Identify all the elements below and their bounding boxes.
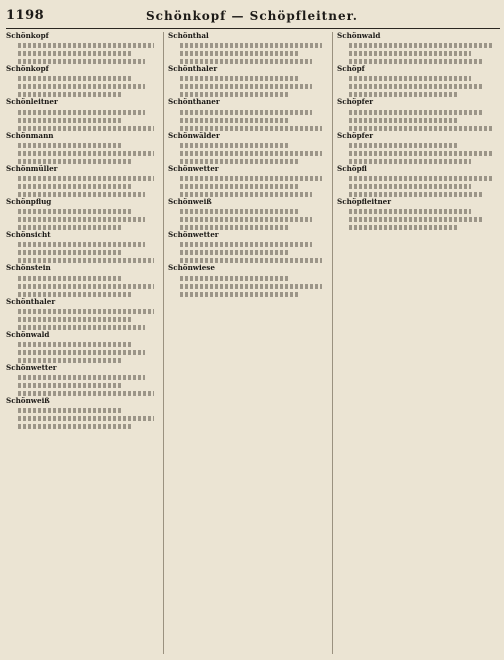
directory-entry xyxy=(337,165,500,197)
illegible-text-line xyxy=(180,225,288,230)
entry-name: Schöpfer xyxy=(337,97,374,107)
entry-name: Schönmann xyxy=(6,130,54,140)
column-3 xyxy=(337,32,500,654)
illegible-text-line xyxy=(180,192,312,197)
entry-name: Schönwetter xyxy=(6,363,57,373)
illegible-text-line xyxy=(18,416,154,421)
illegible-text-line xyxy=(349,118,459,123)
entry-name: Schönkopf xyxy=(6,64,49,74)
illegible-text-line xyxy=(180,176,322,181)
illegible-text-line xyxy=(349,76,471,81)
illegible-text-line xyxy=(18,159,133,164)
entry-name: Schönpflug xyxy=(6,197,52,207)
entry-name: Schönwiese xyxy=(168,263,215,273)
illegible-text-line xyxy=(18,250,122,255)
directory-entry xyxy=(337,198,500,230)
illegible-text-line xyxy=(349,126,493,131)
illegible-text-line xyxy=(349,159,471,164)
illegible-text-line xyxy=(349,92,459,97)
illegible-text-line xyxy=(18,217,145,222)
illegible-text-line xyxy=(18,143,122,148)
directory-entry xyxy=(168,98,328,130)
illegible-text-line xyxy=(349,192,484,197)
illegible-text-line xyxy=(180,159,300,164)
entry-name: Schönkopf xyxy=(6,32,49,40)
entry-name: Schönleitner xyxy=(6,97,58,107)
illegible-text-line xyxy=(18,184,133,189)
illegible-text-line xyxy=(18,342,133,347)
illegible-text-line xyxy=(18,325,145,330)
illegible-text-line xyxy=(180,84,312,89)
illegible-text-line xyxy=(18,84,145,89)
entry-name: Schönthaner xyxy=(168,97,220,107)
illegible-text-line xyxy=(349,43,493,48)
directory-entry xyxy=(6,98,160,130)
directory-entry xyxy=(168,65,328,97)
entry-name: Schönstein xyxy=(6,263,51,273)
directory-entry xyxy=(337,98,500,130)
column-2 xyxy=(168,32,328,654)
illegible-text-line xyxy=(18,424,133,429)
directory-entry xyxy=(6,165,160,197)
directory-entry xyxy=(6,32,160,64)
illegible-text-line xyxy=(180,276,288,281)
directory-entry xyxy=(6,198,160,230)
directory-entry xyxy=(168,165,328,197)
illegible-text-line xyxy=(180,217,312,222)
illegible-text-line xyxy=(180,242,312,247)
illegible-text-line xyxy=(349,143,459,148)
header-rule xyxy=(6,28,500,29)
illegible-text-line xyxy=(349,151,493,156)
illegible-text-line xyxy=(180,143,288,148)
illegible-text-line xyxy=(180,209,300,214)
illegible-text-line xyxy=(18,110,145,115)
directory-entry xyxy=(6,397,160,429)
illegible-text-line xyxy=(18,225,122,230)
page-number: 1198 xyxy=(6,8,45,23)
entry-name: Schönthaler xyxy=(168,64,218,74)
entry-name: Schönwetter xyxy=(168,230,219,240)
directory-entry xyxy=(6,331,160,363)
directory-entry xyxy=(6,65,160,97)
illegible-text-line xyxy=(349,84,484,89)
illegible-text-line xyxy=(180,292,300,297)
illegible-text-line xyxy=(18,176,154,181)
illegible-text-line xyxy=(180,92,288,97)
directory-entry xyxy=(6,364,160,396)
illegible-text-line xyxy=(18,383,122,388)
illegible-text-line xyxy=(18,309,154,314)
illegible-text-line xyxy=(18,118,122,123)
illegible-text-line xyxy=(180,110,312,115)
illegible-text-line xyxy=(18,126,154,131)
illegible-text-line xyxy=(18,192,145,197)
illegible-text-line xyxy=(18,151,154,156)
illegible-text-line xyxy=(180,151,322,156)
illegible-text-line xyxy=(349,209,471,214)
entry-name: Schönwald xyxy=(6,329,50,339)
illegible-text-line xyxy=(180,43,322,48)
illegible-text-line xyxy=(18,358,122,363)
running-head: Schönkopf — Schöpfleitner. xyxy=(146,9,358,23)
entry-name: Schöpfl xyxy=(337,163,367,173)
directory-entry xyxy=(6,264,160,296)
directory-entry xyxy=(6,231,160,263)
illegible-text-line xyxy=(180,59,312,64)
entry-name: Schöpfer xyxy=(337,130,374,140)
illegible-text-line xyxy=(180,284,322,289)
illegible-text-line xyxy=(18,258,154,263)
entry-name: Schönwälder xyxy=(168,130,220,140)
illegible-text-line xyxy=(18,317,133,322)
illegible-text-line xyxy=(180,118,288,123)
entry-name: Schönthal xyxy=(168,32,209,40)
illegible-text-line xyxy=(349,59,484,64)
illegible-text-line xyxy=(349,225,459,230)
illegible-text-line xyxy=(18,292,133,297)
directory-entry xyxy=(6,298,160,330)
column-1 xyxy=(6,32,160,654)
column-divider xyxy=(163,32,164,654)
directory-entry xyxy=(168,132,328,164)
illegible-text-line xyxy=(349,184,471,189)
illegible-text-line xyxy=(18,284,154,289)
illegible-text-line xyxy=(18,350,145,355)
directory-entry xyxy=(168,198,328,230)
entry-name: Schönweiß xyxy=(6,396,50,406)
directory-entry xyxy=(337,65,500,97)
illegible-text-line xyxy=(18,408,122,413)
directory-entry xyxy=(168,264,328,296)
entry-name: Schöpf xyxy=(337,64,365,74)
illegible-text-line xyxy=(18,375,145,380)
illegible-text-line xyxy=(18,391,154,396)
illegible-text-line xyxy=(180,76,300,81)
illegible-text-line xyxy=(180,126,322,131)
illegible-text-line xyxy=(18,276,122,281)
illegible-text-line xyxy=(18,242,145,247)
illegible-text-line xyxy=(18,209,133,214)
entry-name: Schönweiß xyxy=(168,197,212,207)
illegible-text-line xyxy=(18,59,145,64)
illegible-text-line xyxy=(18,76,133,81)
illegible-text-line xyxy=(18,51,133,56)
illegible-text-line xyxy=(349,176,493,181)
illegible-text-line xyxy=(18,92,122,97)
illegible-text-line xyxy=(349,51,471,56)
illegible-text-line xyxy=(349,110,484,115)
illegible-text-line xyxy=(180,250,288,255)
illegible-text-line xyxy=(349,217,484,222)
entry-name: Schönsicht xyxy=(6,230,51,240)
entry-name: Schöpfleitner xyxy=(337,197,392,207)
entry-name: Schönwetter xyxy=(168,163,219,173)
column-divider xyxy=(332,32,333,654)
directory-entry xyxy=(337,32,500,64)
illegible-text-line xyxy=(18,43,154,48)
directory-entry xyxy=(168,32,328,64)
entry-name: Schönwald xyxy=(337,32,381,40)
illegible-text-line xyxy=(180,258,322,263)
illegible-text-line xyxy=(180,51,300,56)
entry-name: Schönmüller xyxy=(6,163,58,173)
directory-entry xyxy=(337,132,500,164)
illegible-text-line xyxy=(180,184,300,189)
directory-entry xyxy=(168,231,328,263)
directory-entry xyxy=(6,132,160,164)
entry-name: Schönthaler xyxy=(6,296,56,306)
